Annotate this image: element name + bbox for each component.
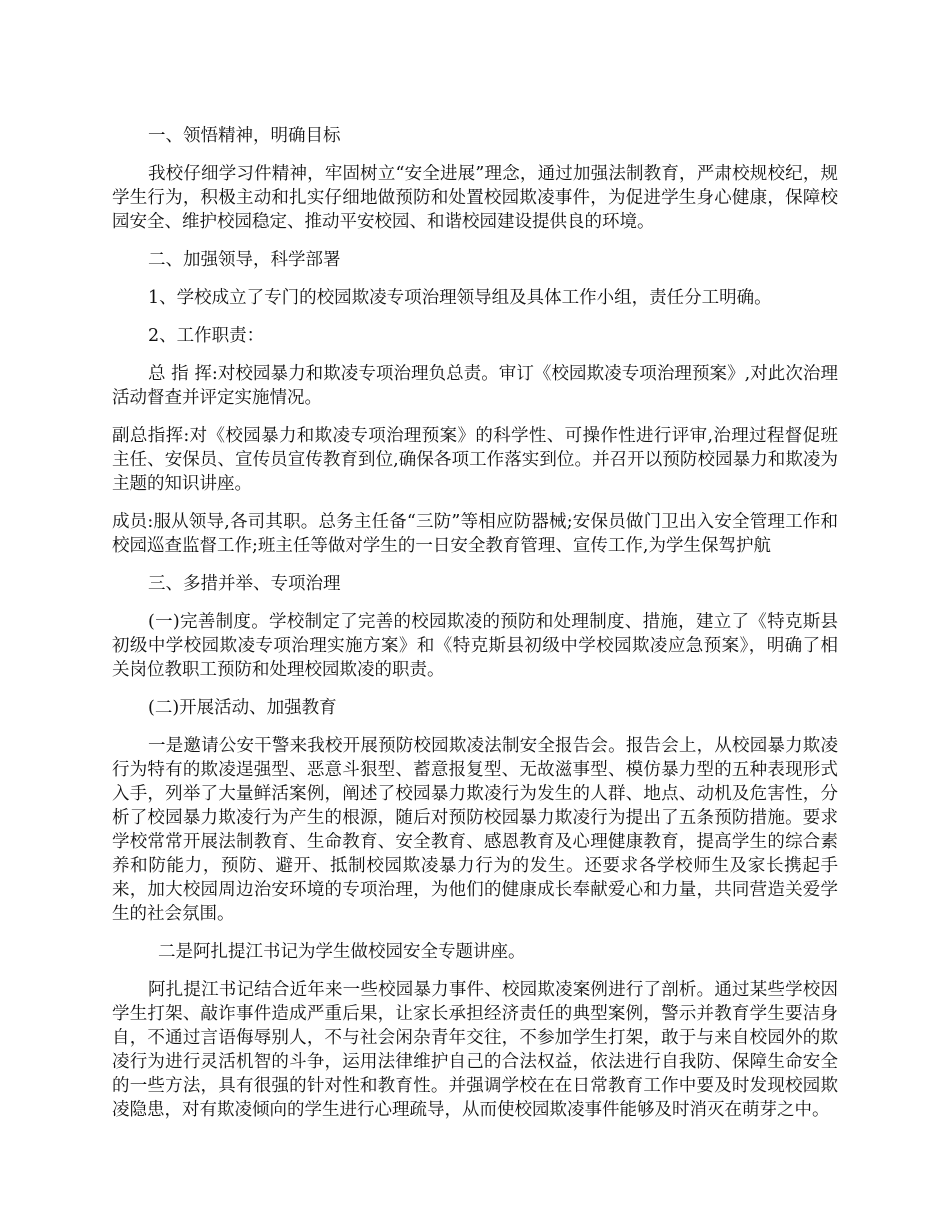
paragraph-7: (一)完善制度。学校制定了完善的校园欺凌的预防和处理制度、措施，建立了《特克斯县初级中学校园欺凌专项治理实施方案》和《特克斯县初级中学校园欺凌应急预案》，明确了相关岗位教职工预防和处理校园欺凌的职责。 bbox=[112, 612, 838, 680]
paragraph-9: 一是邀请公安干警来我校开展预防校园欺凌法制安全报告会。报告会上，从校园暴力欺凌行为特有的欺凌逞强型、恶意斗狠型、蓄意报复型、无故滋事型、模仿暴力型的五种表现形式入手，列举了大量鲜活案例，阐述了校园暴力欺凌行为发生的人群、地点、动机及危害性，分析了校园暴力欺凌行为产生的根源，随后对预防校园暴力欺凌行为提出了五条预防措施。要求学校常常开展法制教育、生命教育、安全教育、感恩教育及心理健康教育，提高学生的综合素养和防能力，预防、避开、抵制校园欺凌暴力行为的发生。还要求各学校师生及家长携起手来，加大校园周边治安环境的专项治理，为他们的健康成长奉献爱心和力量，共同营造关爱学生的社会氛围。 bbox=[112, 736, 838, 924]
paragraph-4: 总 指 挥:对校园暴力和欺凌专项治理负总责。审订《校园欺凌专项治理预案》,对此次治理活动督查并评定实施情况。 bbox=[112, 364, 838, 408]
paragraph-1: 我校仔细学习件精神，牢固树立“安全进展”理念，通过加强法制教育，严肃校规校纪，规学生行为，积极主动和扎实仔细地做预防和处置校园欺凌事件，为促进学生身心健康，保障校园安全、维护校园稳定、推动平安校园、和谐校园建设提供良的环境。 bbox=[112, 164, 838, 232]
heading-3: 三、多措并举、专项治理 bbox=[148, 574, 341, 594]
paragraph-10: 二是阿扎提江书记为学生做校园安全专题讲座。 bbox=[158, 942, 526, 962]
paragraph-5: 副总指挥:对《校园暴力和欺凌专项治理预案》的科学性、可操作性进行评审,治理过程督促班主任、安保员、宣传员宣传教育到位,确保各项工作落实到位。并召开以预防校园暴力和欺凌为主题的知识讲座。 bbox=[112, 426, 838, 494]
paragraph-6: 成员:服从领导,各司其职。总务主任备“三防”等相应防器械;安保员做门卫出入安全管理工作和校园巡查监督工作;班主任等做对学生的一日安全教育管理、宣传工作,为学生保驾护航 bbox=[112, 512, 838, 556]
document-body bbox=[112, 124, 838, 1122]
paragraph-11: 阿扎提江书记结合近年来一些校园暴力事件、校园欺凌案例进行了剖析。通过某些学校因学生打架、敲诈事件造成严重后果，让家长承担经济责任的典型案例，警示并教育学生要洁身自，不通过言语侮辱别人，不与社会闲杂青年交往，不参加学生打架，敢于与来自校园外的欺凌行为进行灵活机智的斗争，运用法律维护自己的合法权益，依法进行自我防、保障生命安全的一些方法，具有很强的针对性和教育性。并强调学校在在日常教育工作中要及时发现校园欺凌隐患，对有欺凌倾向的学生进行心理疏导，从而使校园欺凌事件能够及时消灭在萌芽之中。 bbox=[112, 980, 838, 1120]
paragraph-2: 1、学校成立了专门的校园欺凌专项治理领导组及具体工作小组，责任分工明确。 bbox=[148, 288, 772, 308]
heading-1: 一、领悟精神，明确目标 bbox=[148, 126, 341, 146]
paragraph-8: (二)开展活动、加强教育 bbox=[148, 698, 337, 718]
heading-2: 二、加强领导，科学部署 bbox=[148, 250, 341, 270]
paragraph-3: 2、工作职责： bbox=[148, 326, 265, 346]
